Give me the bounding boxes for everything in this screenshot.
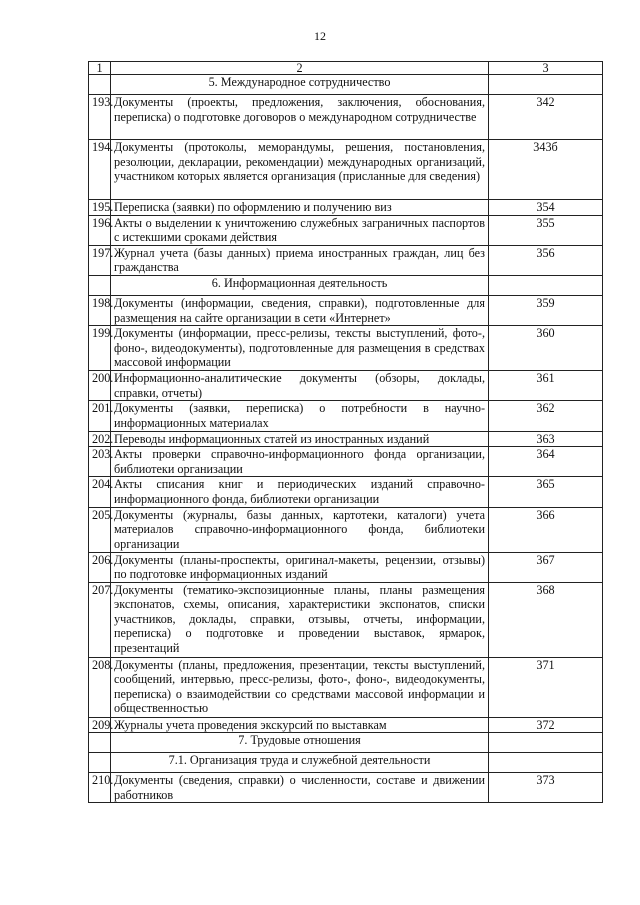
table-row (89, 295, 603, 325)
row-reference: 371 (489, 657, 603, 717)
row-title: Переводы информационных статей из иностранных изданий (111, 431, 489, 447)
column-header-number: 1 (89, 62, 111, 75)
table-row (89, 215, 603, 245)
section-row (89, 75, 603, 95)
table-header-row (89, 62, 603, 75)
table-row (89, 326, 603, 371)
section-title: 6. Информационная деятельность (111, 275, 489, 295)
table-row (89, 245, 603, 275)
row-reference: 373 (489, 773, 603, 803)
records-table (88, 61, 603, 803)
row-title: Документы (журналы, базы данных, картотеки, каталоги) учета материалов справочно-информационного фонда, библиотеки организации (111, 507, 489, 552)
row-number: 203. (89, 447, 111, 477)
row-reference: 342 (489, 95, 603, 140)
row-title: Документы (протоколы, меморандумы, решения, постановления, резолюции, декларации, рекомендации) международных организаций, участником которых является организация (присланные для сведения) (111, 140, 489, 200)
row-reference: 359 (489, 295, 603, 325)
row-title: Акты списания книг и периодических изданий справочно-информационного фонда, библиотеки организации (111, 477, 489, 507)
row-title: Документы (планы-проспекты, оригинал-макеты, рецензии, отзывы) по подготовке информационных изданий (111, 552, 489, 582)
row-title: Документы (проекты, предложения, заключения, обоснования, переписка) о подготовке договоров о международном сотрудничестве (111, 95, 489, 140)
row-title: Документы (сведения, справки) о численности, составе и движении работников (111, 773, 489, 803)
row-reference: 356 (489, 245, 603, 275)
row-number: 206. (89, 552, 111, 582)
table-row (89, 447, 603, 477)
table-row (89, 200, 603, 216)
row-reference: 361 (489, 371, 603, 401)
table-row (89, 401, 603, 431)
table-row (89, 657, 603, 717)
row-reference: 363 (489, 431, 603, 447)
table-row (89, 477, 603, 507)
table-row (89, 552, 603, 582)
table-row (89, 717, 603, 733)
row-reference: 355 (489, 215, 603, 245)
table-row (89, 371, 603, 401)
row-title: Переписка (заявки) по оформлению и получению виз (111, 200, 489, 216)
table-row (89, 507, 603, 552)
row-title: Журнал учета (базы данных) приема иностранных граждан, лиц без гражданства (111, 245, 489, 275)
row-title: Документы (заявки, переписка) о потребности в научно-информационных материалах (111, 401, 489, 431)
row-number: 193. (89, 95, 111, 140)
subsection-row (89, 753, 603, 773)
row-title: Журналы учета проведения экскурсий по выставкам (111, 717, 489, 733)
row-reference: 364 (489, 447, 603, 477)
row-number: 198. (89, 295, 111, 325)
row-reference: 368 (489, 582, 603, 657)
row-number: 207. (89, 582, 111, 657)
row-reference: 366 (489, 507, 603, 552)
row-title: Информационно-аналитические документы (обзоры, доклады, справки, отчеты) (111, 371, 489, 401)
row-number: 196. (89, 215, 111, 245)
row-number: 201. (89, 401, 111, 431)
row-number: 202. (89, 431, 111, 447)
row-title: Документы (информации, пресс-релизы, тексты выступлений, фото-, фоно-, видеодокументы), подготовленные для размещения в средствах массовой информации (111, 326, 489, 371)
row-reference: 360 (489, 326, 603, 371)
row-reference: 365 (489, 477, 603, 507)
row-number: 208. (89, 657, 111, 717)
section-title: 5. Международное сотрудничество (111, 75, 489, 95)
table-row (89, 431, 603, 447)
column-header-title: 2 (111, 62, 489, 75)
row-title: Документы (информации, сведения, справки), подготовленные для размещения на сайте организации в сети «Интернет» (111, 295, 489, 325)
row-number: 194. (89, 140, 111, 200)
table-row (89, 140, 603, 200)
row-reference: 362 (489, 401, 603, 431)
table-row (89, 773, 603, 803)
column-header-reference: 3 (489, 62, 603, 75)
row-number: 197. (89, 245, 111, 275)
table-row (89, 95, 603, 140)
row-number: 199. (89, 326, 111, 371)
section-row (89, 275, 603, 295)
row-number: 210. (89, 773, 111, 803)
row-number: 195. (89, 200, 111, 216)
row-number: 209. (89, 717, 111, 733)
row-reference: 372 (489, 717, 603, 733)
row-reference: 343б (489, 140, 603, 200)
row-number: 204. (89, 477, 111, 507)
row-title: Документы (тематико-экспозиционные планы, планы размещения экспонатов, схемы, описания, характеристики экспонатов, списки участников, доклады, справки, отзывы, отчеты, информации, переписка) о подготовке и проведении выставок, ярмарок, презентаций (111, 582, 489, 657)
row-title: Документы (планы, предложения, презентации, тексты выступлений, сообщений, интервью, пресс-релизы, фото-, фоно-, видеодокументы, переписка) о взаимодействии со средствами массовой информации и общественностью (111, 657, 489, 717)
row-title: Акты о выделении к уничтожению служебных заграничных паспортов с истекшими сроками действия (111, 215, 489, 245)
section-title: 7. Трудовые отношения (111, 733, 489, 753)
subsection-title: 7.1. Организация труда и служебной деятельности (111, 753, 489, 773)
row-title: Акты проверки справочно-информационного фонда организации, библиотеки организации (111, 447, 489, 477)
table-row (89, 582, 603, 657)
row-number: 205. (89, 507, 111, 552)
row-reference: 354 (489, 200, 603, 216)
row-number: 200. (89, 371, 111, 401)
page-number: 12 (314, 29, 326, 43)
section-row (89, 733, 603, 753)
row-reference: 367 (489, 552, 603, 582)
